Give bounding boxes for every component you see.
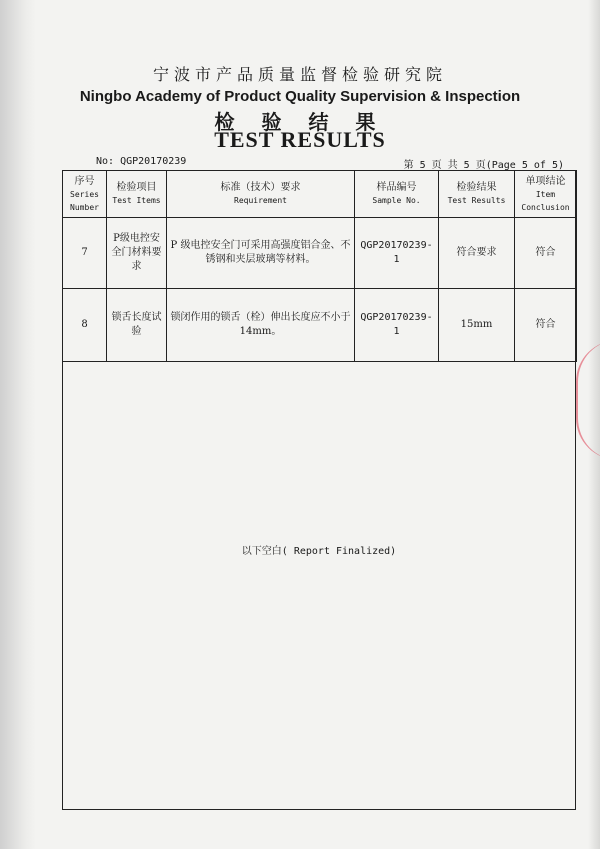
org-name-en: Ningbo Academy of Product Quality Supervision & Inspection: [79, 88, 521, 105]
title-en: TEST RESULTS: [214, 127, 386, 152]
table-row: [63, 289, 577, 362]
col-header-sample-no: 样品编号 Sample No.: [355, 171, 439, 218]
report-number: No: QGP20170239: [96, 156, 187, 167]
org-name-cn: 宁波市产品质量监督检验研究院: [152, 65, 447, 84]
cell-requirement: P 级电控安全门可采用高强度铝合金、不锈钢和夹层玻璃等材料。: [167, 218, 355, 289]
table-row: [63, 218, 577, 289]
cell-conclusion: 符合: [515, 218, 577, 289]
cell-sample-no: QGP20170239-1: [355, 289, 439, 362]
cell-test-item: 锁舌长度试验: [107, 289, 167, 362]
col-header-test-items: 检验项目 Test Items: [107, 171, 167, 218]
cell-requirement: 锁闭作用的锁舌（栓）伸出长度应不小于14mm。: [167, 289, 355, 362]
page-indicator: 第 5 页 共 5 页(Page 5 of 5): [403, 160, 564, 171]
cell-test-result: 15mm: [439, 289, 515, 362]
cell-number: 8: [63, 289, 107, 362]
col-header-requirement: 标准（技术）要求 Requirement: [167, 171, 355, 218]
cell-test-result: 符合要求: [439, 218, 515, 289]
report-finalized-note: 以下空白( Report Finalized): [241, 546, 397, 557]
title-cn: 检 验 结 果: [214, 110, 386, 134]
cell-test-item: P级电控安全门材料要求: [107, 218, 167, 289]
col-header-number: 序号 Series Number: [63, 171, 107, 218]
cell-conclusion: 符合: [515, 289, 577, 362]
table-header-row: [63, 171, 577, 218]
results-table: [62, 170, 577, 362]
cell-number: 7: [63, 218, 107, 289]
cell-sample-no: QGP20170239-1: [355, 218, 439, 289]
red-seal-edge: [576, 340, 600, 460]
col-header-test-results: 检验结果 Test Results: [439, 171, 515, 218]
col-header-conclusion: 单项结论 Item Conclusion: [515, 171, 577, 218]
